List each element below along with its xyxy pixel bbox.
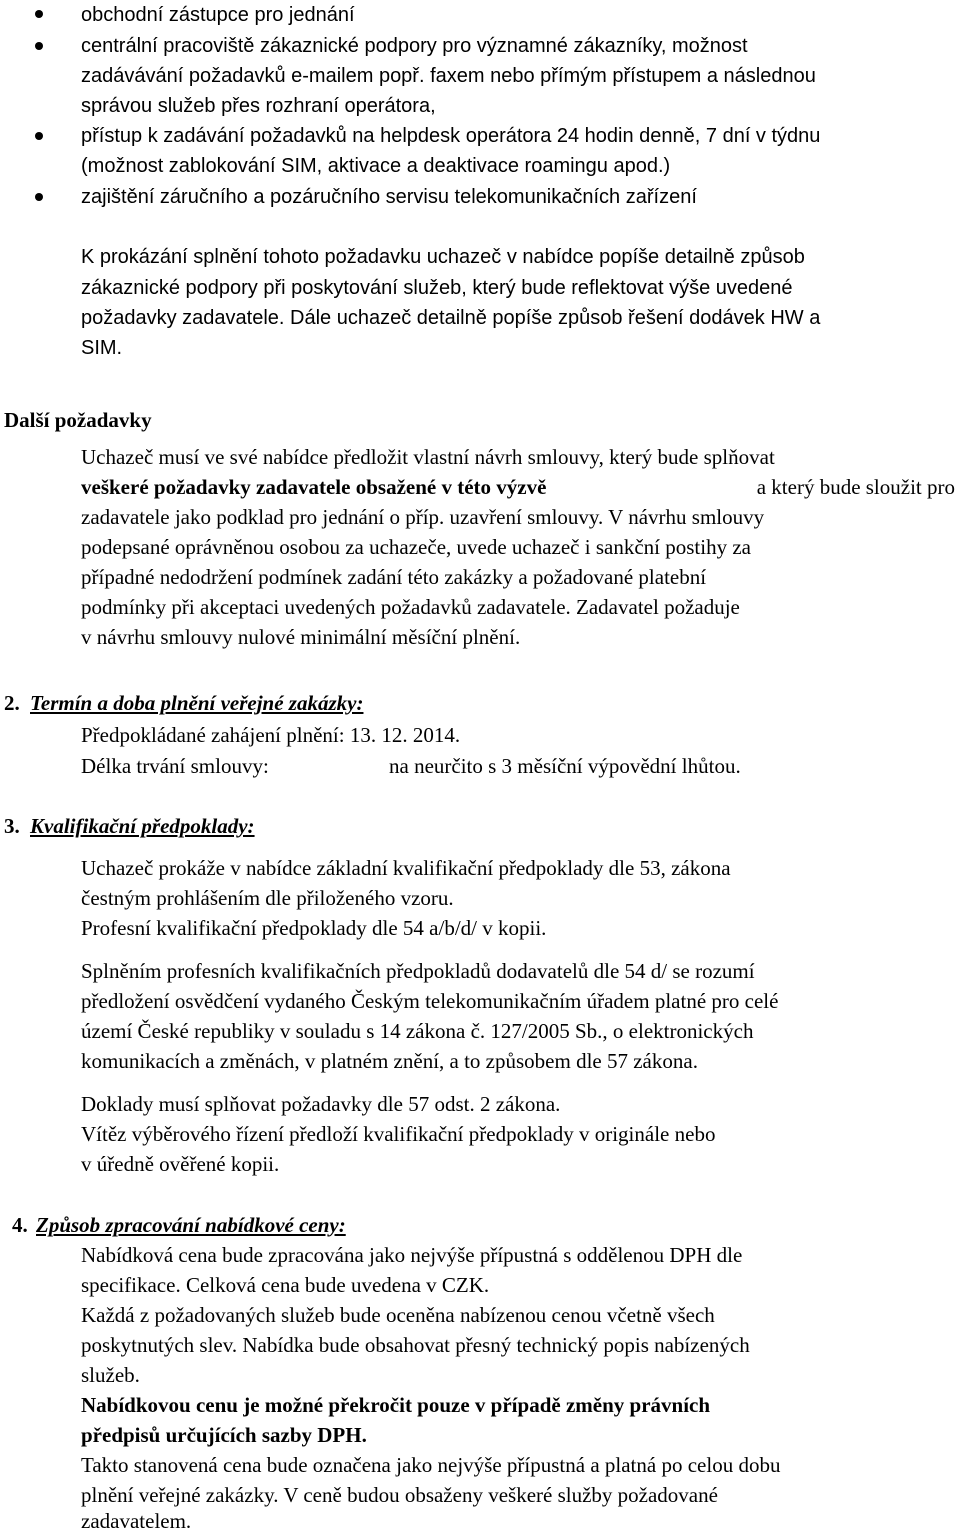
bullet-dot [35,10,43,18]
section-4-line6: Takto stanovená cena bude označena jako nejvýše přípustná a platná po celou dobu [81,1453,781,1477]
dalsi-line2-rest: a který bude sloužit pro [756,475,955,499]
section-4-line5: služeb. [81,1363,140,1387]
section-3-p2-line1: Splněním profesních kvalifikačních předpokladů dodavatelů dle 54 d/ se rozumí [81,959,755,983]
section-3-p3-line2: Vítěz výběrového řízení předloží kvalifikační předpoklady v originále nebo [81,1122,716,1146]
bullet-item-helpdesk-line1: přístup k zadávání požadavků na helpdesk operátora 24 hodin denně, 7 dní v týdnu [81,125,821,147]
section-2-duration-value: na neurčito s 3 měsíční výpovědní lhůtou. [389,754,741,778]
section-3-number: 3. [4,814,20,838]
section-4-line8: zadavatelem. [81,1509,192,1533]
section-4-line7: plnění veřejné zakázky. V ceně budou obsaženy veškeré služby požadované [81,1483,718,1507]
section-3-p3-line1: Doklady musí splňovat požadavky dle 57 odst. 2 zákona. [81,1092,561,1116]
section-3-p1-line3: Profesní kvalifikační předpoklady dle 54 a/b/d/ v kopii. [81,916,547,940]
section-4-line3: Každá z požadovaných služeb bude oceněna nabízenou cenou včetně všech [81,1303,715,1327]
section-4-line2: specifikace. Celková cena bude uvedena v CZK. [81,1273,490,1297]
section-2-number: 2. [4,691,20,715]
section-3-p1-line2: čestným prohlášením dle přiloženého vzoru. [81,886,454,910]
bullet-dot [35,193,43,201]
section-4-line1: Nabídková cena bude zpracována jako nejvýše přípustná s oddělenou DPH dle [81,1243,743,1267]
dalsi-paragraph-line1: Uchazeč musí ve své nabídce předložit vlastní návrh smlouvy, který bude splňovat [81,445,775,469]
section-4-bold-line2: předpisů určujících sazby DPH. [81,1423,367,1447]
dalsi-paragraph-line4: podepsané oprávněnou osobou za uchazeče, uvede uchazeč i sankční postihy za [81,535,751,559]
requirement-paragraph-line4: SIM. [81,337,123,359]
dalsi-paragraph-line7: v návrhu smlouvy nulové minimální měsíční plnění. [81,625,521,649]
section-2-start-date: Předpokládané zahájení plnění: 13. 12. 2014. [81,723,461,747]
requirement-paragraph-line3: požadavky zadavatele. Dále uchazeč detailně popíše způsob řešení dodávek HW a [81,307,821,329]
section-3-p2-line4: komunikacích a změnách, v platném znění, a to způsobem dle 57 zákona. [81,1049,698,1073]
section-3-p3-line3: v úředně ověřené kopii. [81,1152,280,1176]
requirement-paragraph-line2: zákaznické podpory při poskytování služeb, který bude reflektovat výše uvedené [81,277,793,299]
section-3-p2-line3: území České republiky v souladu s 14 zákona č. 127/2005 Sb., o elektronických [81,1019,754,1043]
bullet-dot [35,132,43,140]
bullet-item-support-center-line3: správou služeb přes rozhraní operátora, [81,95,436,117]
requirement-paragraph-line1: K prokázání splnění tohoto požadavku uchazeč v nabídce popíše detailně způsob [81,246,805,268]
dalsi-bold-phrase: veškeré požadavky zadavatele obsažené v této výzvě [81,475,547,499]
bullet-item-support-center-line1: centrální pracoviště zákaznické podpory pro významné zákazníky, možnost [81,35,748,57]
bullet-item-warranty-service: zajištění záručního a pozáručního servisu telekomunikačních zařízení [81,186,697,208]
dalsi-paragraph-line6: podmínky při akceptaci uvedených požadavků zadavatele. Zadavatel požaduje [81,595,740,619]
section-4-heading: Způsob zpracování nabídkové ceny: [36,1213,346,1237]
bullet-dot [35,42,43,50]
section-2-heading: Termín a doba plnění veřejné zakázky: [30,691,364,715]
bullet-item-sales-rep: obchodní zástupce pro jednání [81,4,355,26]
section-2-duration-label: Délka trvání smlouvy: [81,754,269,778]
section-4-number: 4. [12,1213,28,1237]
dalsi-paragraph-line5: případné nedodržení podmínek zadání této zakázky a požadované platební [81,565,707,589]
dalsi-paragraph-line2 [81,472,955,502]
section-heading-dalsi-pozadavky: Další požadavky [4,408,152,432]
section-4-bold-line1: Nabídkovou cenu je možné překročit pouze v případě změny právních [81,1393,711,1417]
dalsi-paragraph-line3: zadavatele jako podklad pro jednání o příp. uzavření smlouvy. V návrhu smlouvy [81,505,765,529]
bullet-item-support-center-line2: zadávávání požadavků e-mailem popř. faxem nebo přímým přístupem a následnou [81,65,816,87]
section-3-p1-line1: Uchazeč prokáže v nabídce základní kvalifikační předpoklady dle 53, zákona [81,856,731,880]
section-3-p2-line2: předložení osvědčení vydaného Českým telekomunikačním úřadem platné pro celé [81,989,779,1013]
section-3-heading: Kvalifikační předpoklady: [30,814,255,838]
section-4-line4: poskytnutých slev. Nabídka bude obsahovat přesný technický popis nabízených [81,1333,750,1357]
bullet-item-helpdesk-line2: (možnost zablokování SIM, aktivace a deaktivace roamingu apod.) [81,155,671,177]
